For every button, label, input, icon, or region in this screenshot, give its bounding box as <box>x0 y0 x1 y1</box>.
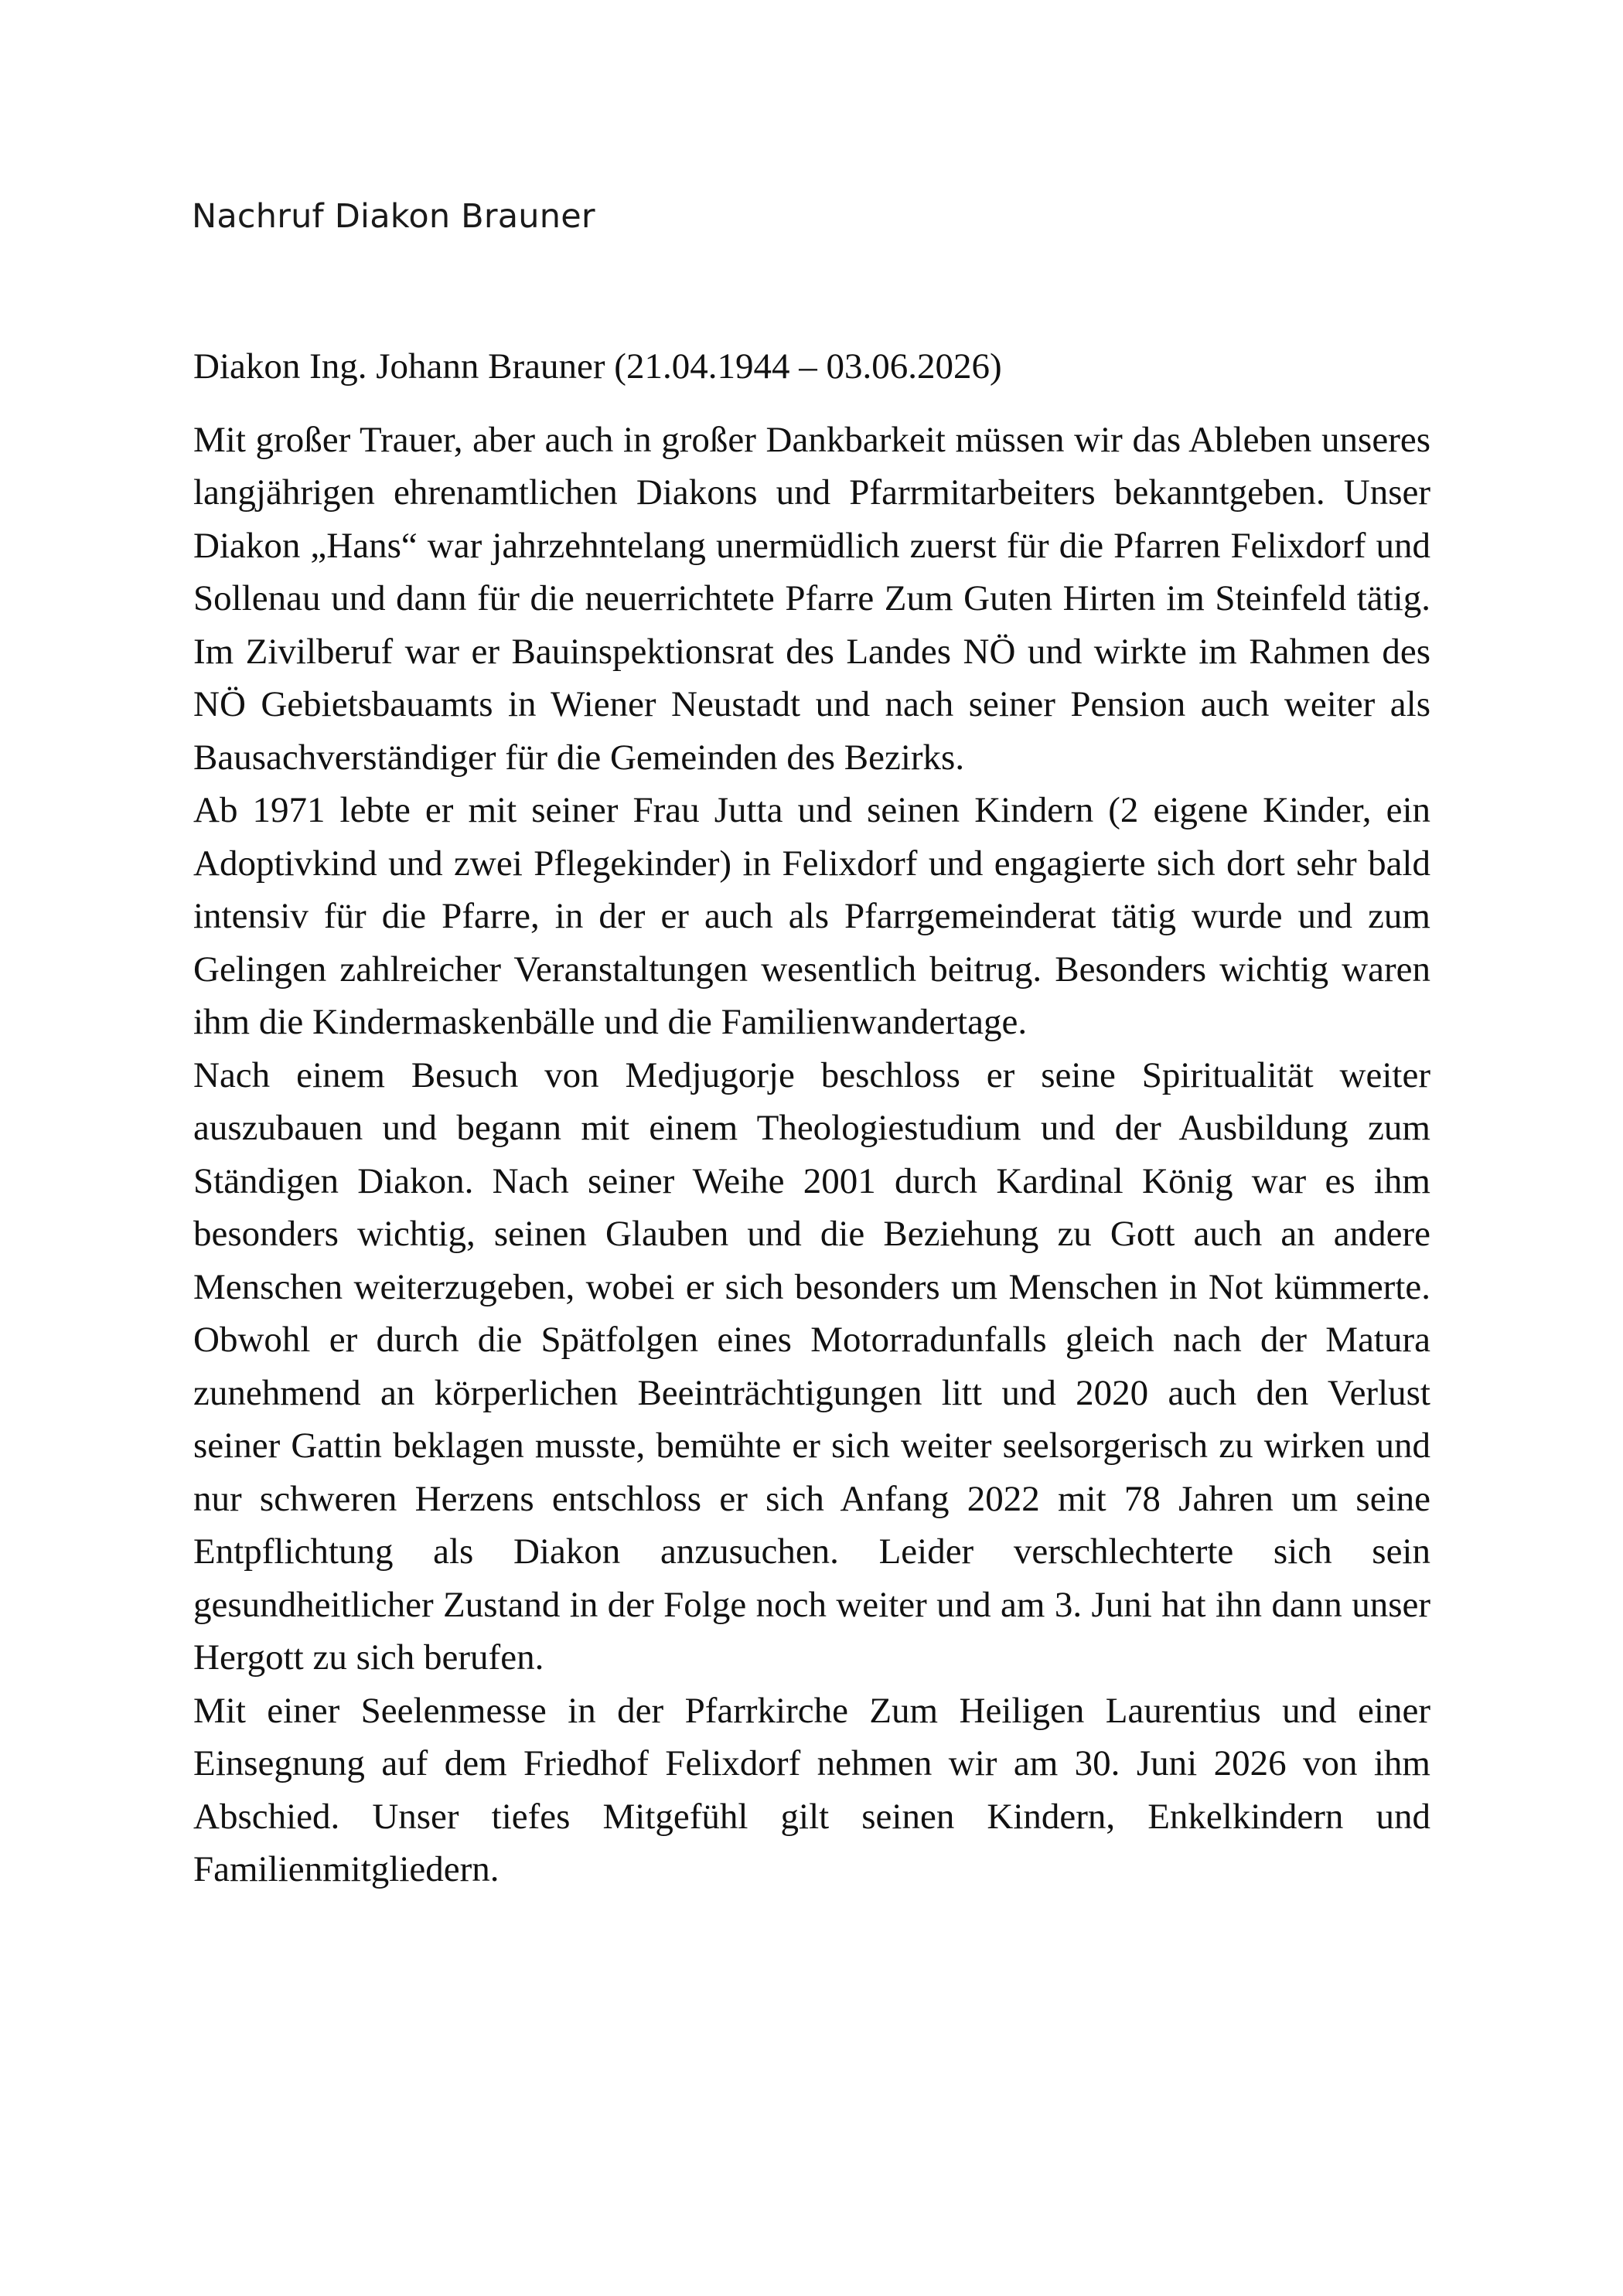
document-subtitle: Diakon Ing. Johann Brauner (21.04.1944 – 03.06.2026) <box>193 346 1002 387</box>
document-body <box>193 340 1430 1896</box>
paragraph-intro: Mit großer Trauer, aber auch in großer Dankbarkeit müssen wir das Ableben unseres langjährigen ehrenamtlichen Diakons und Pfarrmitarbeiters bekanntgeben. Unser Diakon „Hans“ war jahrzehntelang unermüdlich zuerst für die Pfarren Felixdorf und Sollenau und dann für die neuerrichtete Pfarre Zum Guten Hirten im Steinfeld tätig. Im Zivilberuf war er Bauinspektionsrat des Landes NÖ und wirkte im Rahmen des NÖ Gebietsbauamts in Wiener Neustadt und nach seiner Pension auch weiter als Bausachverständiger für die Gemeinden des Bezirks. <box>193 419 1430 778</box>
paragraph-family: Ab 1971 lebte er mit seiner Frau Jutta und seinen Kindern (2 eigene Kinder, ein Adoptivkind und zwei Pflegekinder) in Felixdorf und engagierte sich dort sehr bald intensiv für die Pfarre, in der er auch als Pfarrgemeinderat tätig wurde und zum Gelingen zahlreicher Veranstaltungen wesentlich beitrug. Besonders wichtig waren ihm die Kindermaskenbälle und die Familienwandertage. <box>193 790 1430 1042</box>
paragraph-farewell: Mit einer Seelenmesse in der Pfarrkirche Zum Heiligen Laurentius und einer Einsegnung auf dem Friedhof Felixdorf nehmen wir am 30. Juni 2026 von ihm Abschied. Unser tiefes Mitgefühl gilt seinen Kindern, Enkelkindern und Familienmitgliedern. <box>193 1690 1430 1889</box>
page-title: Nachruf Diakon Brauner <box>192 197 595 236</box>
paragraph-ministry: Nach einem Besuch von Medjugorje beschloss er seine Spiritualität weiter auszubauen und begann mit einem Theologiestudium und der Ausbildung zum Ständigen Diakon. Nach seiner Weihe 2001 durch Kardinal König war es ihm besonders wichtig, seinen Glauben und die Beziehung zu Gott auch an andere Menschen weiterzugeben, wobei er sich besonders um Menschen in Not kümmerte. Obwohl er durch die Spätfolgen eines Motorradunfalls gleich nach der Matura zunehmend an körperlichen Beeinträchtigungen litt und 2020 auch den Verlust seiner Gattin beklagen musste, bemühte er sich weiter seelsorgerisch zu wirken und nur schweren Herzens entschloss er sich Anfang 2022 mit 78 Jahren um seine Entpflichtung als Diakon anzusuchen. Leider verschlechterte sich sein gesundheitlicher Zustand in der Folge noch weiter und am 3. Juni hat ihn dann unser Hergott zu sich berufen. <box>193 1054 1430 1678</box>
